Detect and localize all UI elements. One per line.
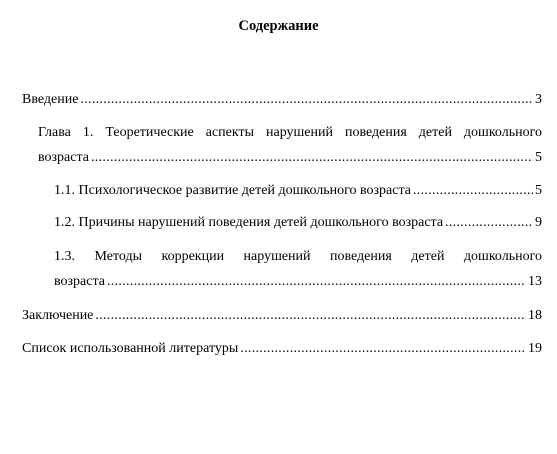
toc-leader-dots <box>95 307 526 325</box>
toc-entry-section-1-3-line2[interactable] <box>54 273 542 291</box>
toc-entry-conclusion[interactable] <box>22 307 542 325</box>
toc-page-number: 9 <box>535 215 542 230</box>
page-title: Содержание <box>238 18 319 34</box>
toc-page-number: 5 <box>535 150 542 165</box>
toc-entry-chapter1-line2[interactable] <box>38 149 542 167</box>
toc-entry-section-1-2[interactable] <box>54 214 542 232</box>
toc-entry-label: Список использованной литературы <box>22 341 239 356</box>
toc-entry-label: Введение <box>22 92 79 107</box>
toc-leader-dots <box>80 91 533 109</box>
toc-entry-label: 1.2. Причины нарушений поведения детей дошкольного возраста <box>54 215 444 230</box>
toc-page-number: 3 <box>535 92 542 107</box>
toc-leader-dots <box>445 214 533 232</box>
toc-page-number: 13 <box>528 274 542 289</box>
toc-leader-dots <box>240 340 526 358</box>
toc-leader-dots <box>413 182 533 200</box>
toc-entry-label: 1.1. Психологическое развитие детей дошкольного возраста <box>54 183 411 198</box>
toc-entry-introduction[interactable] <box>22 91 542 109</box>
toc-entry-label: возраста <box>38 150 89 165</box>
toc-page-number: 5 <box>535 183 542 198</box>
toc-page-number: 18 <box>528 308 542 323</box>
toc-entry-references[interactable] <box>22 340 542 358</box>
toc-entry-section-1-3-line1[interactable]: 1.3. Методы коррекции нарушений поведения детей дошкольного <box>54 249 542 264</box>
toc-entry-label: возраста <box>54 274 105 289</box>
toc-entry-chapter1-line1[interactable]: Глава 1. Теоретические аспекты нарушений поведения детей дошкольного <box>38 125 542 140</box>
toc-entry-label: Заключение <box>22 308 94 323</box>
toc-leader-dots <box>91 149 533 167</box>
toc-page-number: 19 <box>528 341 542 356</box>
toc-leader-dots <box>107 273 526 291</box>
toc-entry-section-1-1[interactable] <box>54 182 542 200</box>
